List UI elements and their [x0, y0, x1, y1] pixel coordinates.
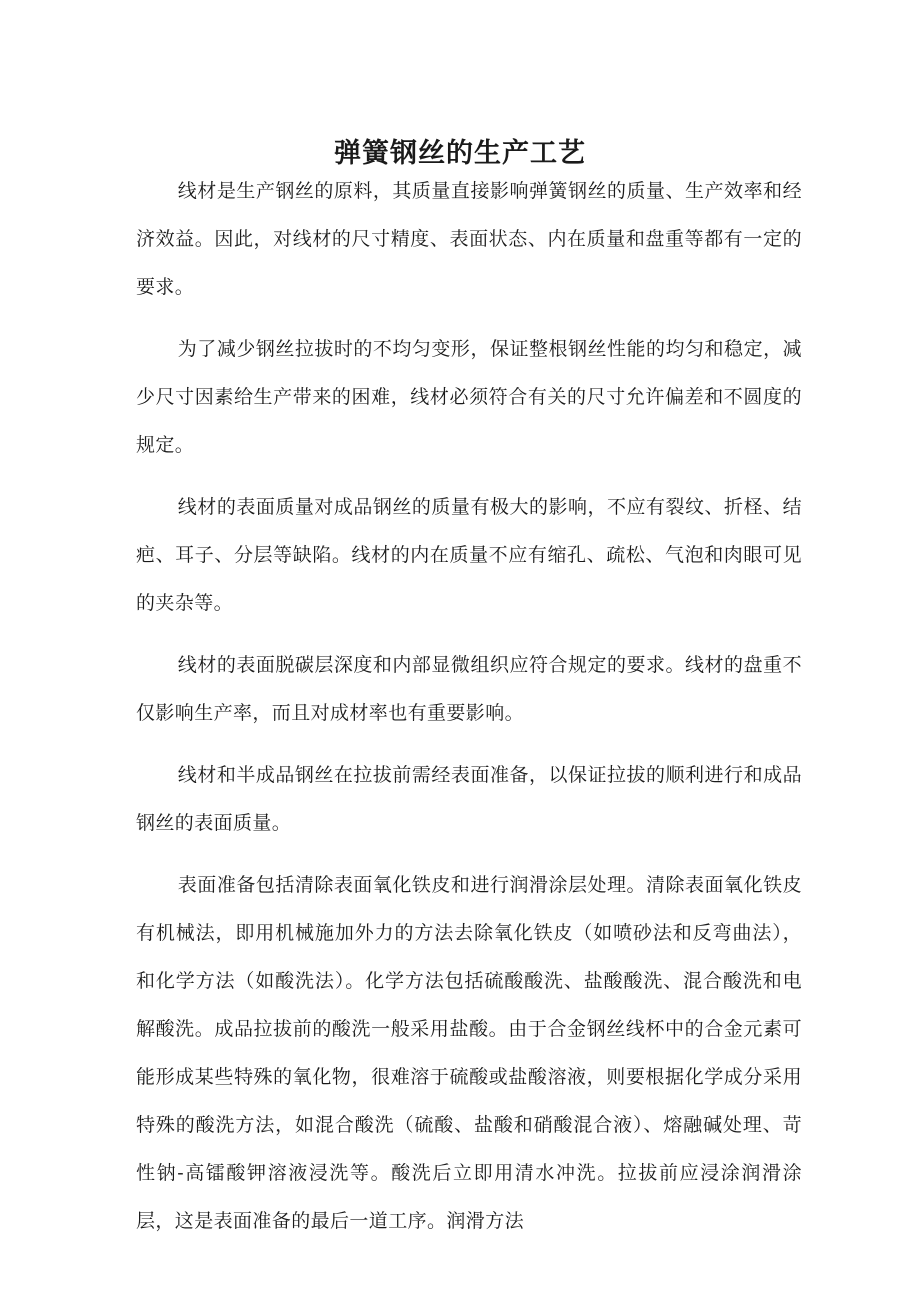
document-body — [136, 167, 802, 1259]
paragraph-1: 线材是生产钢丝的原料，其质量直接影响弹簧钢丝的质量、生产效率和经济效益。因此，对线材的尺寸精度、表面状态、内在质量和盘重等都有一定的要求。 — [136, 180, 802, 298]
paragraph-2: 为了减少钢丝拉拔时的不均匀变形，保证整根钢丝性能的均匀和稳定，减少尺寸因素给生产带来的困难，线材必须符合有关的尺寸允许偏差和不圆度的规定。 — [136, 338, 802, 456]
paragraph-4: 线材的表面脱碳层深度和内部显微组织应符合规定的要求。线材的盘重不仅影响生产率，而且对成材率也有重要影响。 — [136, 654, 802, 724]
paragraph-3: 线材的表面质量对成品钢丝的质量有极大的影响，不应有裂纹、折柽、结疤、耳子、分层等缺陷。线材的内在质量不应有缩孔、疏松、气泡和肉眼可见的夹杂等。 — [136, 496, 802, 614]
document-title: 弹簧钢丝的生产工艺 — [334, 138, 586, 170]
paragraph-5: 线材和半成品钢丝在拉拔前需经表面准备，以保证拉拔的顺利进行和成品钢丝的表面质量。 — [136, 764, 802, 834]
paragraph-6: 表面准备包括清除表面氧化铁皮和进行润滑涂层处理。清除表面氧化铁皮有机械法，即用机械施加外力的方法去除氧化铁皮（如喷砂法和反弯曲法），和化学方法（如酸洗法）。化学方法包括硫酸酸洗、盐酸酸洗、混合酸洗和电解酸洗。成品拉拔前的酸洗一般采用盐酸。由于合金钢丝线杯中的合金元素可能形成某些特殊的氧化物，很难溶于硫酸或盐酸溶液，则要根据化学成分采用特殊的酸洗方法，如混合酸洗（硫酸、盐酸和硝酸混合液）、熔融碱处理、苛性钠-高镭酸钾溶液浸洗等。酸洗后立即用清水冲洗。拉拔前应浸涂润滑涂层，这是表面准备的最后一道工序。润滑方法 — [136, 874, 802, 1232]
